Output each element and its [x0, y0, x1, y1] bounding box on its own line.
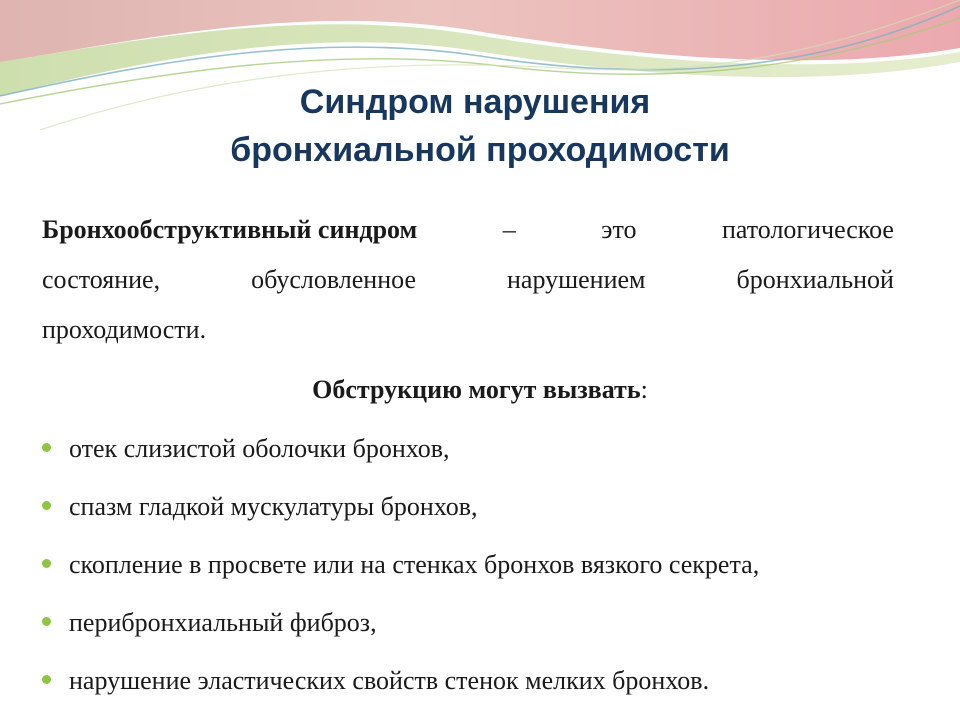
- definition-line-3: [42, 305, 894, 355]
- list-item-text: перибронхиальный фиброз,: [69, 608, 377, 637]
- list-item-text: отек слизистой оболочки бронхов,: [69, 434, 450, 463]
- definition-word: патологическое: [721, 215, 894, 244]
- definition-paragraph: [42, 205, 894, 355]
- causes-list: [40, 424, 930, 714]
- bullet-dot-icon: [42, 559, 51, 568]
- definition-dash: –: [502, 215, 516, 244]
- definition-word: бронхиальной: [736, 265, 894, 294]
- list-item: [40, 424, 930, 482]
- list-item-text: спазм гладкой мускулатуры бронхов,: [69, 492, 478, 521]
- definition-word: это: [601, 215, 637, 244]
- list-item-text: скопление в просвете или на стенках бронхов вязкого секрета,: [69, 550, 760, 579]
- causes-heading: [0, 368, 960, 412]
- causes-heading-colon: :: [640, 375, 648, 404]
- bullet-dot-icon: [42, 501, 51, 510]
- title-line-1: Синдром нарушения: [299, 83, 651, 121]
- list-item: [40, 540, 930, 598]
- list-item: [40, 656, 930, 714]
- list-item: [40, 598, 930, 656]
- definition-word: нарушением: [506, 265, 646, 294]
- causes-heading-text: Обструкцию могут вызвать: [312, 375, 641, 404]
- list-item-text: нарушение эластических свойств стенок мелких бронхов.: [69, 666, 710, 695]
- definition-word: обусловленное: [251, 265, 416, 294]
- definition-line-2: [42, 255, 894, 305]
- bullet-dot-icon: [42, 675, 51, 684]
- list-item: [40, 482, 930, 540]
- title-line-2: бронхиальной проходимости: [230, 131, 730, 169]
- bullet-dot-icon: [42, 443, 51, 452]
- slide-title: [0, 78, 960, 174]
- definition-word: проходимости.: [42, 315, 207, 344]
- definition-line-1: [42, 205, 894, 255]
- definition-word: состояние,: [42, 265, 161, 294]
- definition-term: Бронхообструктивный синдром: [42, 215, 418, 244]
- bullet-dot-icon: [42, 617, 51, 626]
